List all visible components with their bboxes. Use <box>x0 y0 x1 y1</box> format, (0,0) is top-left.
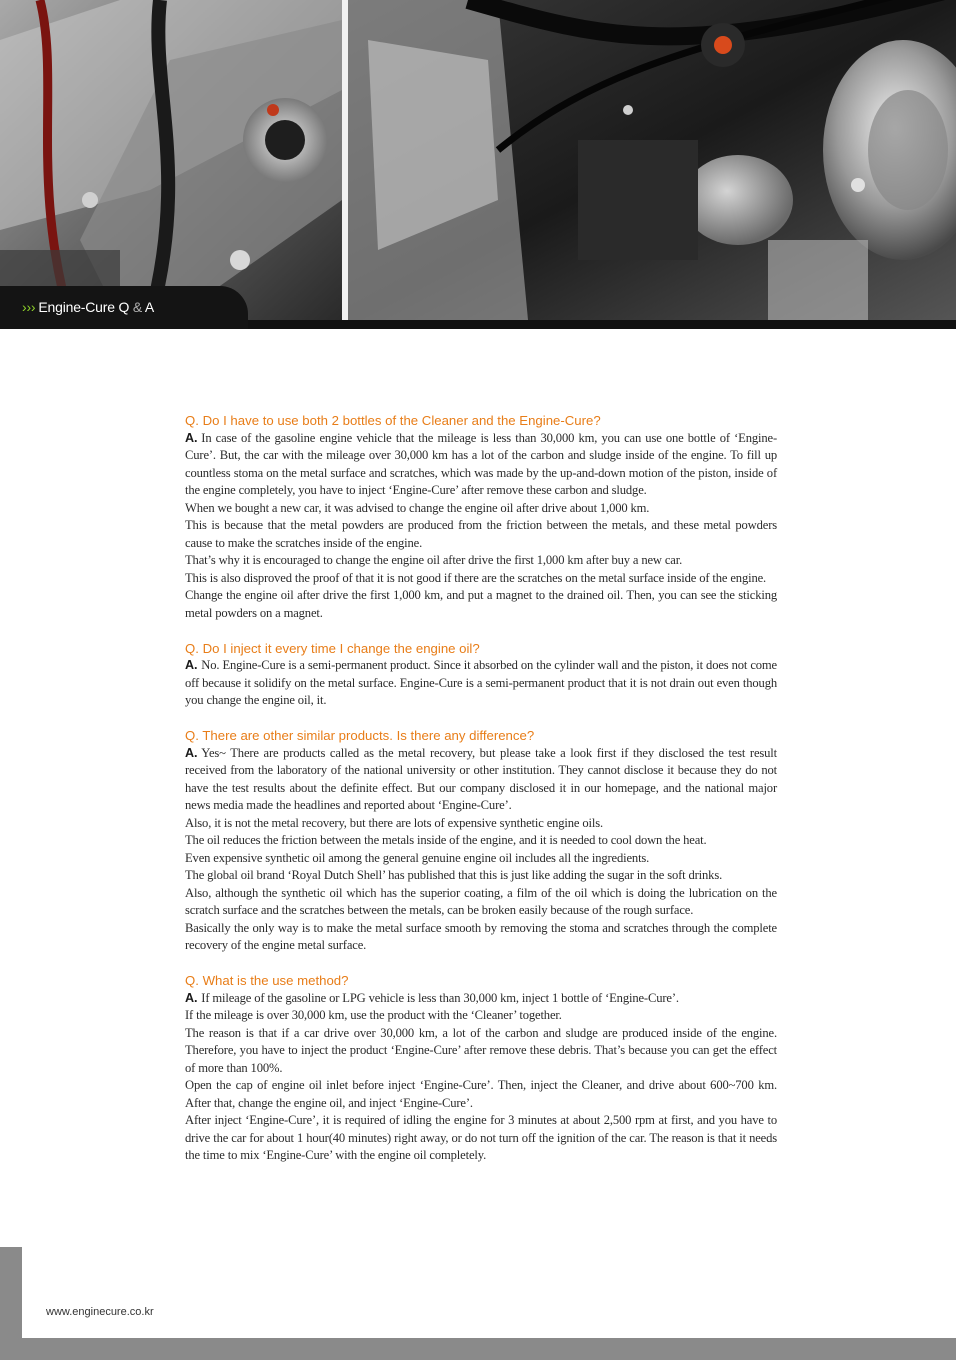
footer-bar <box>0 1338 956 1360</box>
question-heading: Q. Do I have to use both 2 bottles of the Cleaner and the Engine-Cure? <box>185 413 601 428</box>
answer-paragraph: The reason is that if a car drive over 30,000 km, a lot of the carbon and sludge are produced inside of the engine. Therefore, you have to inject the product ‘Engine-Cure’ after remove these debris. That’s because you can get the effect of more than 100%. <box>185 1025 777 1075</box>
answer-paragraph: When we bought a new car, it was advised to change the engine oil after drive about 1,000 km. <box>185 500 650 515</box>
answer-mark: A. <box>185 745 198 760</box>
answer-paragraph: The global oil brand ‘Royal Dutch Shell’ has published that this is just like adding the sugar in the soft drinks. <box>185 868 723 882</box>
answer-mark: A. <box>185 658 198 672</box>
answer-paragraph <box>185 990 777 1008</box>
answer-mark: A. <box>185 990 198 1005</box>
qa-item <box>185 727 777 955</box>
section-title-part2: A <box>142 299 155 315</box>
answer-paragraph: The oil reduces the friction between the metals inside of the engine, and it is needed to cool down the heat. <box>185 833 707 847</box>
answer-text: If mileage of the gasoline or LPG vehicle is less than 30,000 km, inject 1 bottle of ‘Engine-Cure’. <box>201 990 679 1005</box>
answer-paragraph: After inject ‘Engine-Cure’, it is required of idling the engine for 3 minutes at about 2,500 rpm at first, and you have to drive the car for about 1 hour(40 minutes) right away, or do not turn off the ignition of the car. The reason is that it needs the time to mix ‘Engine-Cure’ with the engine oil completely. <box>185 1113 777 1162</box>
question-heading: Q. What is the use method? <box>185 973 349 988</box>
answer-paragraph <box>185 657 777 710</box>
footer-url[interactable]: www.enginecure.co.kr <box>46 1306 154 1318</box>
qa-item <box>185 640 777 710</box>
answer-paragraph: Open the cap of engine oil inlet before inject ‘Engine-Cure’. Then, inject the Cleaner, and drive about 600~700 km. After that, change the engine oil, and inject ‘Engine-Cure’. <box>185 1078 777 1110</box>
header-banner <box>0 0 956 329</box>
answer-paragraph: If the mileage is over 30,000 km, use the product with the ‘Cleaner’ together. <box>185 1008 562 1022</box>
chevron-icon: ››› <box>22 299 36 315</box>
qa-item <box>185 412 777 622</box>
question-heading: Q. Do I inject it every time I change the engine oil? <box>185 640 480 656</box>
qa-content <box>185 412 777 1182</box>
question-heading: Q. There are other similar products. Is there any difference? <box>185 728 535 743</box>
answer-paragraph: Also, although the synthetic oil which has the superior coating, a film of the oil which is doing the lubrication on the scratch surface and the scratches between the metals, can be broken easily because of the rough surface. <box>185 885 777 917</box>
answer-text: Yes~ There are products called as the metal recovery, but please take a look first if they disclosed the test result received from the laboratory of the national university or other institution. They cannot disclose it because they do not have the test results about the definite effect. But our company disclosed it in our homepage, and the national major news media made the headlines and reported about ‘Engine-Cure’. <box>185 745 777 812</box>
answer-paragraph: This is because that the metal powders are produced from the friction between the metals, and these metal powders cause to make the scratches inside of the engine. <box>185 518 777 550</box>
qa-item <box>185 972 777 1165</box>
answer-paragraph <box>185 745 777 815</box>
section-title-amp: & <box>132 299 142 315</box>
answer-paragraph: That’s why it is encouraged to change the engine oil after drive the first 1,000 km after buy a new car. <box>185 553 683 567</box>
engine-photo-right <box>348 0 956 320</box>
answer-paragraph: Basically the only way is to make the metal surface smooth by removing the stoma and scratches through the complete recovery of the engine metal surface. <box>185 920 777 952</box>
section-title <box>22 299 154 315</box>
answer-text: In case of the gasoline engine vehicle that the mileage is less than 30,000 km, you can use one bottle of ‘Engine-Cure’. But, the car with the mileage over 30,000 km has a lot of the carbon and sludge inside of the engine. To fill up countless stoma on the metal surface and scratches, which was made by the up-and-down motion of the piston, inside of the engine completely, you have to inject ‘Engine-Cure’ after remove these carbon and sludge. <box>185 430 777 497</box>
answer-paragraph <box>185 430 777 500</box>
answer-paragraph: This is also disproved the proof of that it is not good if there are the scratches on the metal surface inside of the engine. <box>185 570 767 585</box>
answer-paragraph: Even expensive synthetic oil among the general genuine engine oil includes all the ingredients. <box>185 850 650 865</box>
engine-photo-left <box>0 0 342 320</box>
answer-paragraph: Change the engine oil after drive the first 1,000 km, and put a magnet to the drained oil. Then, you can see the sticking metal powders on a magnet. <box>185 588 777 620</box>
answer-mark: A. <box>185 430 198 445</box>
answer-paragraph: Also, it is not the metal recovery, but there are lots of expensive synthetic engine oils. <box>185 815 603 830</box>
answer-text: No. Engine-Cure is a semi-permanent product. Since it absorbed on the cylinder wall and the piston, it does not come off because it solidify on the metal surface. Engine-Cure is a semi-permanent product that it is not drain out even though you change the engine oil, it. <box>185 658 777 707</box>
section-title-part1: Engine-Cure Q <box>38 299 133 315</box>
